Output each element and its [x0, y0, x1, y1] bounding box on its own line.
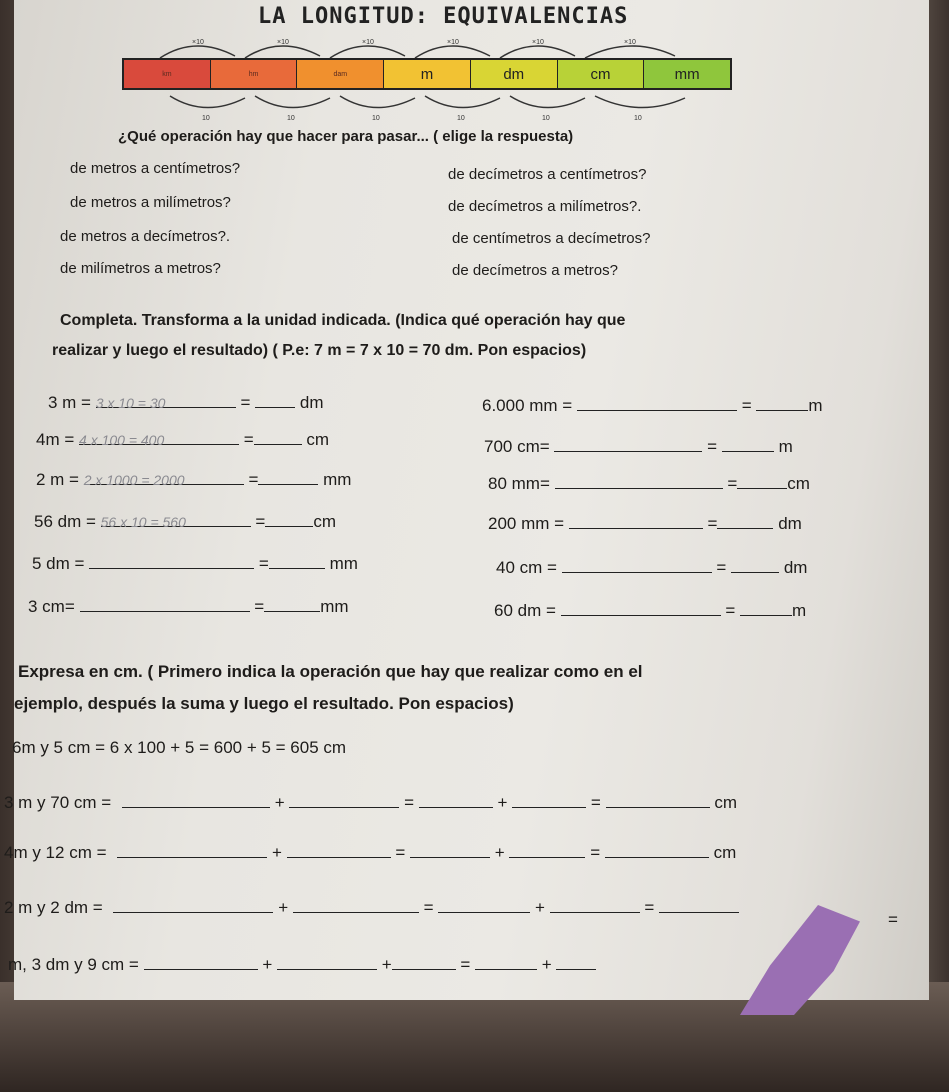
unit-cell-dm: dm: [471, 60, 558, 88]
unit-cell-mm: mm: [644, 60, 730, 88]
question1-heading: ¿Qué operación hay que hacer para pasar... ( elige la respuesta): [118, 128, 574, 145]
q1-left-item: de metros a centímetros?: [70, 160, 241, 177]
unit-cell-hm: hm: [211, 60, 298, 88]
bottom-label-4: 10: [457, 115, 465, 122]
q3-row-3: 2 m y 2 dm = + = + =: [4, 898, 739, 918]
arrow-bottom-6: [595, 96, 685, 108]
q1-right-item: de decímetros a centímetros?: [448, 166, 647, 183]
unit-cell-m: m: [384, 60, 471, 88]
arrow-top-1: [160, 46, 235, 58]
top-label-4: ×10: [447, 39, 459, 46]
bottom-label-6: 10: [634, 115, 642, 122]
top-label-5: ×10: [532, 39, 544, 46]
q1-left-item: de milímetros a metros?: [60, 260, 221, 277]
unit-table: [122, 58, 732, 90]
q3-row-4: m, 3 dm y 9 cm = + + = +: [8, 955, 596, 975]
question3-heading-line1: Expresa en cm. ( Primero indica la operación que hay que realizar como en el: [18, 662, 643, 681]
arrow-top-4: [415, 46, 490, 58]
question3-example: 6m y 5 cm = 6 x 100 + 5 = 600 + 5 = 605 cm: [12, 738, 347, 757]
top-label-2: ×10: [277, 39, 289, 46]
unit-cell-dam: dam: [297, 60, 384, 88]
q1-right-item: de decímetros a milímetros?.: [448, 198, 642, 215]
top-label-3: ×10: [362, 39, 374, 46]
question2-heading-line1: Completa. Transforma a la unidad indicada. (Indica qué operación hay que: [60, 312, 626, 329]
q1-left-item: de metros a decímetros?.: [60, 228, 231, 245]
q3-row-1: 3 m y 70 cm = + = + = cm: [4, 793, 737, 812]
question3-heading-line2: ejemplo, después la suma y luego el resultado. Pon espacios): [14, 694, 514, 713]
q2-right-row-4: 200 mm = = dm: [488, 514, 802, 533]
q2-right-row-5: 40 cm = = dm: [496, 558, 808, 577]
q1-left-item: de metros a milímetros?: [70, 194, 231, 211]
unit-cell-cm: cm: [558, 60, 645, 88]
question2-heading-line2: realizar y luego el resultado) ( P.e: 7 m = 7 x 10 = 70 dm. Pon espacios): [52, 342, 587, 359]
q1-right-item: de decímetros a metros?: [452, 262, 618, 279]
arrow-top-2: [245, 46, 320, 58]
arrow-top-3: [330, 46, 405, 58]
q2-right-row-1: 6.000 mm = = m: [482, 396, 823, 415]
q2-left-row-5: 5 dm = = mm: [32, 554, 358, 573]
arrow-bottom-3: [340, 96, 415, 108]
arrow-bottom-1: [170, 96, 245, 108]
q2-left-row-1: 3 m = 3 x 10 = 30 = dm: [48, 393, 324, 412]
q3-row-3-trailing-equals: =: [888, 910, 898, 929]
bottom-label-3: 10: [372, 115, 380, 122]
q2-left-row-3: 2 m = 2 x 1000 = 2000 = mm: [36, 470, 352, 489]
top-label-1: ×10: [192, 39, 204, 46]
unit-cell-km: km: [124, 60, 211, 88]
arrow-bottom-4: [425, 96, 500, 108]
arrow-bottom-5: [510, 96, 585, 108]
q2-left-row-2: 4m = 4 x 100 = 400 = cm: [36, 430, 330, 449]
q2-right-row-3: 80 mm= = cm: [488, 474, 810, 493]
q2-right-row-6: 60 dm = = m: [494, 601, 807, 620]
q2-left-row-6: 3 cm= = mm: [28, 597, 349, 616]
arrow-bottom-2: [255, 96, 330, 108]
arrow-top-5: [500, 46, 575, 58]
arrow-top-6: [585, 46, 675, 58]
bottom-label-5: 10: [542, 115, 550, 122]
top-label-6: ×10: [624, 39, 636, 46]
bottom-label-2: 10: [287, 115, 295, 122]
q2-right-row-2: 700 cm= = m: [484, 437, 793, 456]
q2-left-row-4: 56 dm = 56 x 10 = 560 = cm: [34, 512, 336, 531]
bottom-label-1: 10: [202, 115, 210, 122]
q1-right-item: de centímetros a decímetros?: [452, 230, 651, 247]
q3-row-2: 4m y 12 cm = + = + = cm: [4, 843, 737, 862]
page-title: LA LONGITUD: EQUIVALENCIAS: [258, 4, 629, 29]
